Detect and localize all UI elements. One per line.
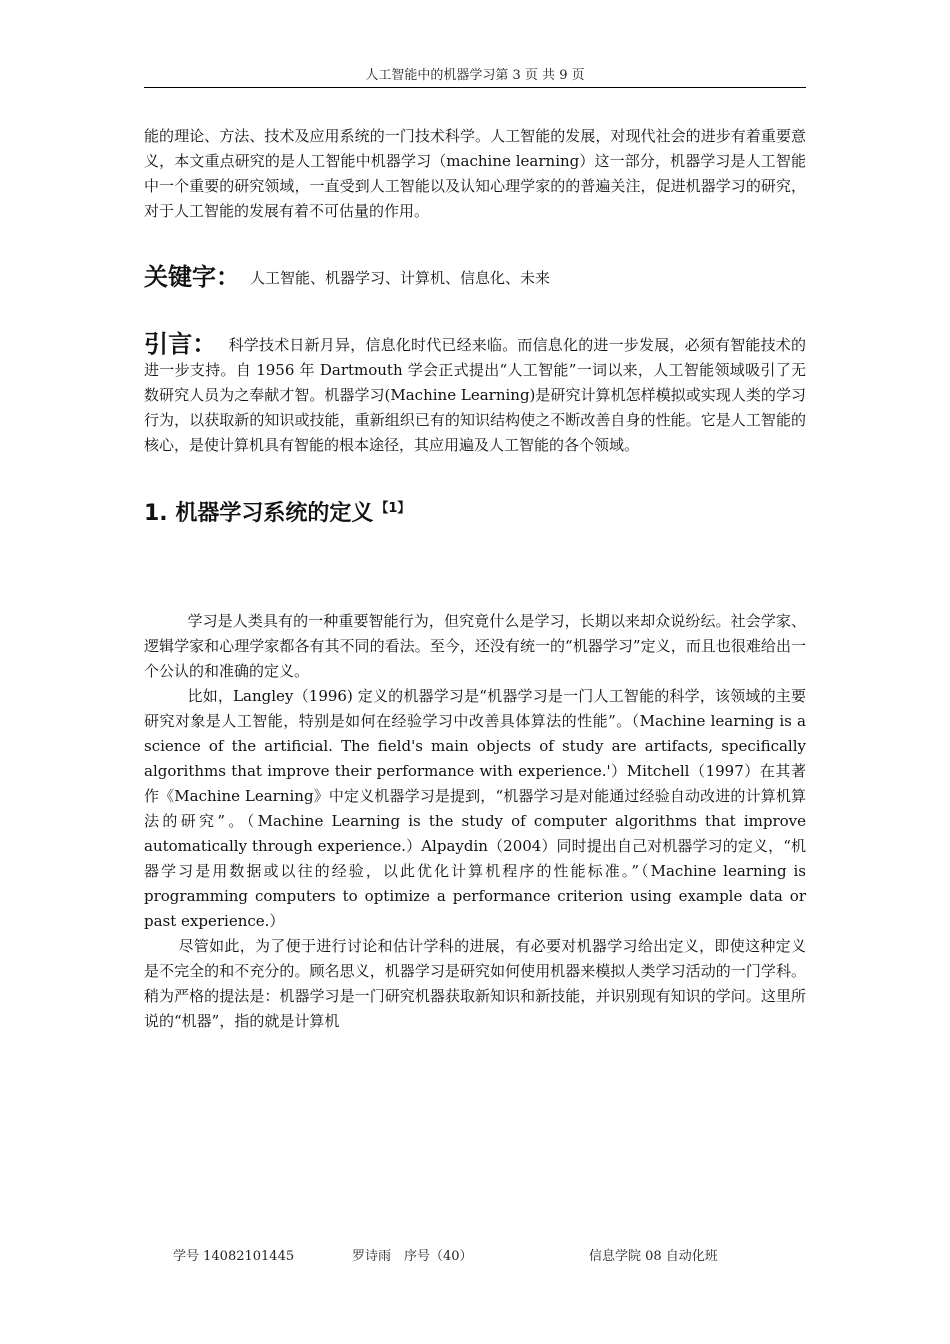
section-1-title: 1. 机器学习系统的定义 (144, 501, 374, 526)
introduction-text: 科学技术日新月异，信息化时代已经来临。而信息化的进一步发展，必须有智能技术的进一步支持。自 1956 年 Dartmouth 学会正式提出“人工智能”一词以来，人工智能领域吸引了无数研究人员为之奉献才智。机器学习(Machine Learning)是研究计算机怎样模拟或实现人类的学习行为，以获取新的知识或技能，重新组织已有的知识结构使之不断改善自身的性能。它是人工智能的核心，是使计算机具有智能的根本途径，其应用遍及人工智能的各个领域。 (144, 336, 806, 454)
keywords-value: 人工智能、机器学习、计算机、信息化、未来 (250, 269, 551, 287)
section-1-paragraph-2: 比如，Langley（1996) 定义的机器学习是“机器学习是一门人工智能的科学，该领域的主要研究对象是人工智能，特别是如何在经验学习中改善具体算法的性能”。（Machine learning is a science of the artificial. The field's main objects of study are artifacts, specifically algorithms that improve their performance with experience.'）Mitchell（1997）在其著作《Machine Learning》中定义机器学习是提到，“机器学习是对能通过经验自动改进的计算机算法的研究”。（Machine Learning is the study of computer algorithms that improve automatically through experience.）Alpaydin（2004）同时提出自己对机器学习的定义，“机器学习是用数据或以往的经验，以此优化计算机程序的性能标准。”（Machine learning is programming computers to optimize a performance criterion using example data or past experience.） (144, 687, 806, 930)
section-1-paragraph-3: 尽管如此，为了便于进行讨论和估计学科的进展，有必要对机器学习给出定义，即使这种定义是不完全的和不充分的。顾名思义，机器学习是研究如何使用机器来模拟人类学习活动的一门学科。稍为严格的提法是：机器学习是一门研究机器获取新知识和新技能，并识别现有知识的学问。这里所说的“机器”，指的就是计算机 (144, 937, 806, 1030)
section-1-heading (144, 494, 806, 529)
footer-name-seq: 罗诗雨 序号（40） (352, 1249, 473, 1264)
header-divider (144, 87, 806, 88)
footer-student-id: 学号 14082101445 (173, 1249, 295, 1264)
section-1-paragraph-1: 学习是人类具有的一种重要智能行为，但究竟什么是学习，长期以来却众说纷纭。社会学家、逻辑学家和心理学家都各有其不同的看法。至今，还没有统一的“机器学习”定义，而且也很难给出一个公认的和准确的定义。 (144, 612, 806, 680)
introduction-label: 引言： (144, 330, 217, 358)
introduction-paragraph (144, 332, 806, 458)
footer-department: 信息学院 08 自动化班 (589, 1249, 718, 1264)
section-1-body (144, 609, 806, 1034)
running-header: 人工智能中的机器学习第 3 页 共 9 页 (365, 68, 585, 83)
keywords-line (144, 261, 806, 294)
keywords-label: 关键字： (144, 263, 240, 291)
page-content (144, 124, 806, 1034)
abstract-tail-paragraph: 能的理论、方法、技术及应用系统的一门技术科学。人工智能的发展，对现代社会的进步有着重要意义，本文重点研究的是人工智能中机器学习（machine learning）这一部分，机器学习是人工智能中一个重要的研究领域，一直受到人工智能以及认知心理学家的的普遍关注，促进机器学习的研究，对于人工智能的发展有着不可估量的作用。 (144, 127, 806, 220)
section-1-reference: 【1】 (375, 501, 411, 516)
